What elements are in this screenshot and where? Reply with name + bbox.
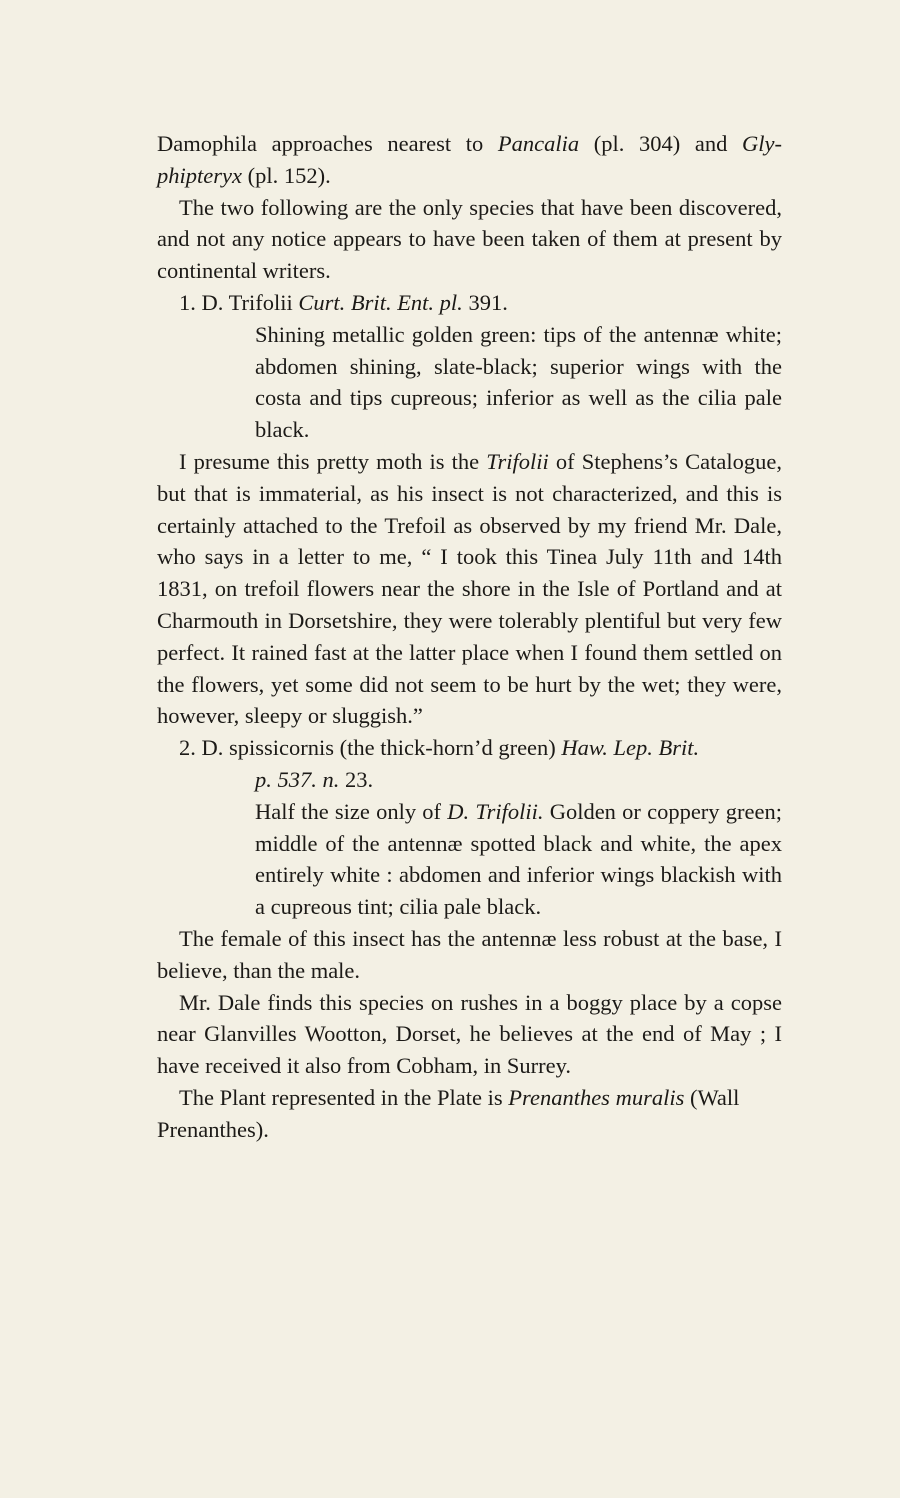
species-2-locality: Mr. Dale finds this species on rushes in a boggy place by a copse near Glanvilles Wootton, Dorset, he believes at the end of May ; I have received it also from Cobham, in Surrey. [157, 989, 782, 1079]
species-1-heading [157, 287, 782, 319]
text-run: of Stephens’s Catalogue, but that is immaterial, as his insect is not characterized, and this is certainly attached to the Trefoil as observed by my friend Mr. Dale, who says in a letter to me, “ I took this Tinea July 11th and 14th 1831, on trefoil flowers near the shore in the Isle of Portland and at Charmouth in Dorsetshire, they were tolerably plentiful but very few perfect. It rained fast at the latter place when I found them settled on the flowers, yet some did not seem to be hurt by the wet; they were, however, sleepy or sluggish.” [157, 448, 782, 729]
page-body [157, 128, 782, 1146]
species-2-female: The female of this insect has the antennæ less robust at the base, I believe, than the male. [157, 925, 782, 983]
species-1-description: Shining metallic golden green: tips of the antennæ white; abdomen shining, slate-black; superior wings with the costa and tips cupreous; inferior as well as the cilia pale black. [255, 321, 782, 443]
text-run: Golden or coppery green; middle of the antennæ spotted black and white, the apex entirely white : abdomen and inferior wings blackish with a cupreous tint; cilia pale black. [255, 798, 782, 920]
text-run: I presume this pretty moth is the [179, 448, 487, 474]
species-2-heading [157, 732, 782, 764]
page-abbrev: p. [255, 766, 272, 792]
page-number: 537. [271, 766, 323, 792]
paragraph-intro [157, 128, 782, 192]
species-1-name: 1. D. Trifolii [179, 289, 299, 315]
species-trifolii: Trifolii [486, 448, 549, 474]
species-2-reference: Haw. Lep. Brit. [561, 735, 700, 761]
text-run: (pl. 304) and [579, 131, 743, 156]
species-2-description [157, 796, 782, 923]
paragraph-following: The two following are the only species that have been discovered, and not any notice appears to have been taken of them at present by continental writers. [157, 194, 782, 284]
text-run: (pl. 152). [241, 162, 331, 188]
text-run: The Plant represented in the Plate is [179, 1084, 509, 1110]
text-run: Half the size only of [255, 798, 448, 824]
species-d-trifolii: D. Trifolii. [447, 798, 544, 824]
number-abbrev: n. [322, 766, 340, 792]
text-run: (Wall Prenanthes). [157, 1084, 740, 1142]
species-1-reference: Curt. Brit. Ent. pl. [298, 289, 463, 315]
entry-number: 23. [339, 766, 374, 792]
plant-name: Prenanthes muralis [508, 1084, 685, 1110]
text-run: Damophila approaches nearest to [157, 131, 498, 156]
genus-glyphipteryx: Gly-phipteryx [157, 131, 782, 188]
genus-pancalia: Pancalia [497, 131, 580, 156]
species-2-heading-continued [157, 764, 782, 796]
plant-note [157, 1082, 782, 1146]
species-1-plate-number: 391. [462, 289, 508, 315]
species-1-note [157, 446, 782, 732]
species-2-name: 2. D. spissicornis (the thick-horn’d green) [179, 735, 562, 761]
